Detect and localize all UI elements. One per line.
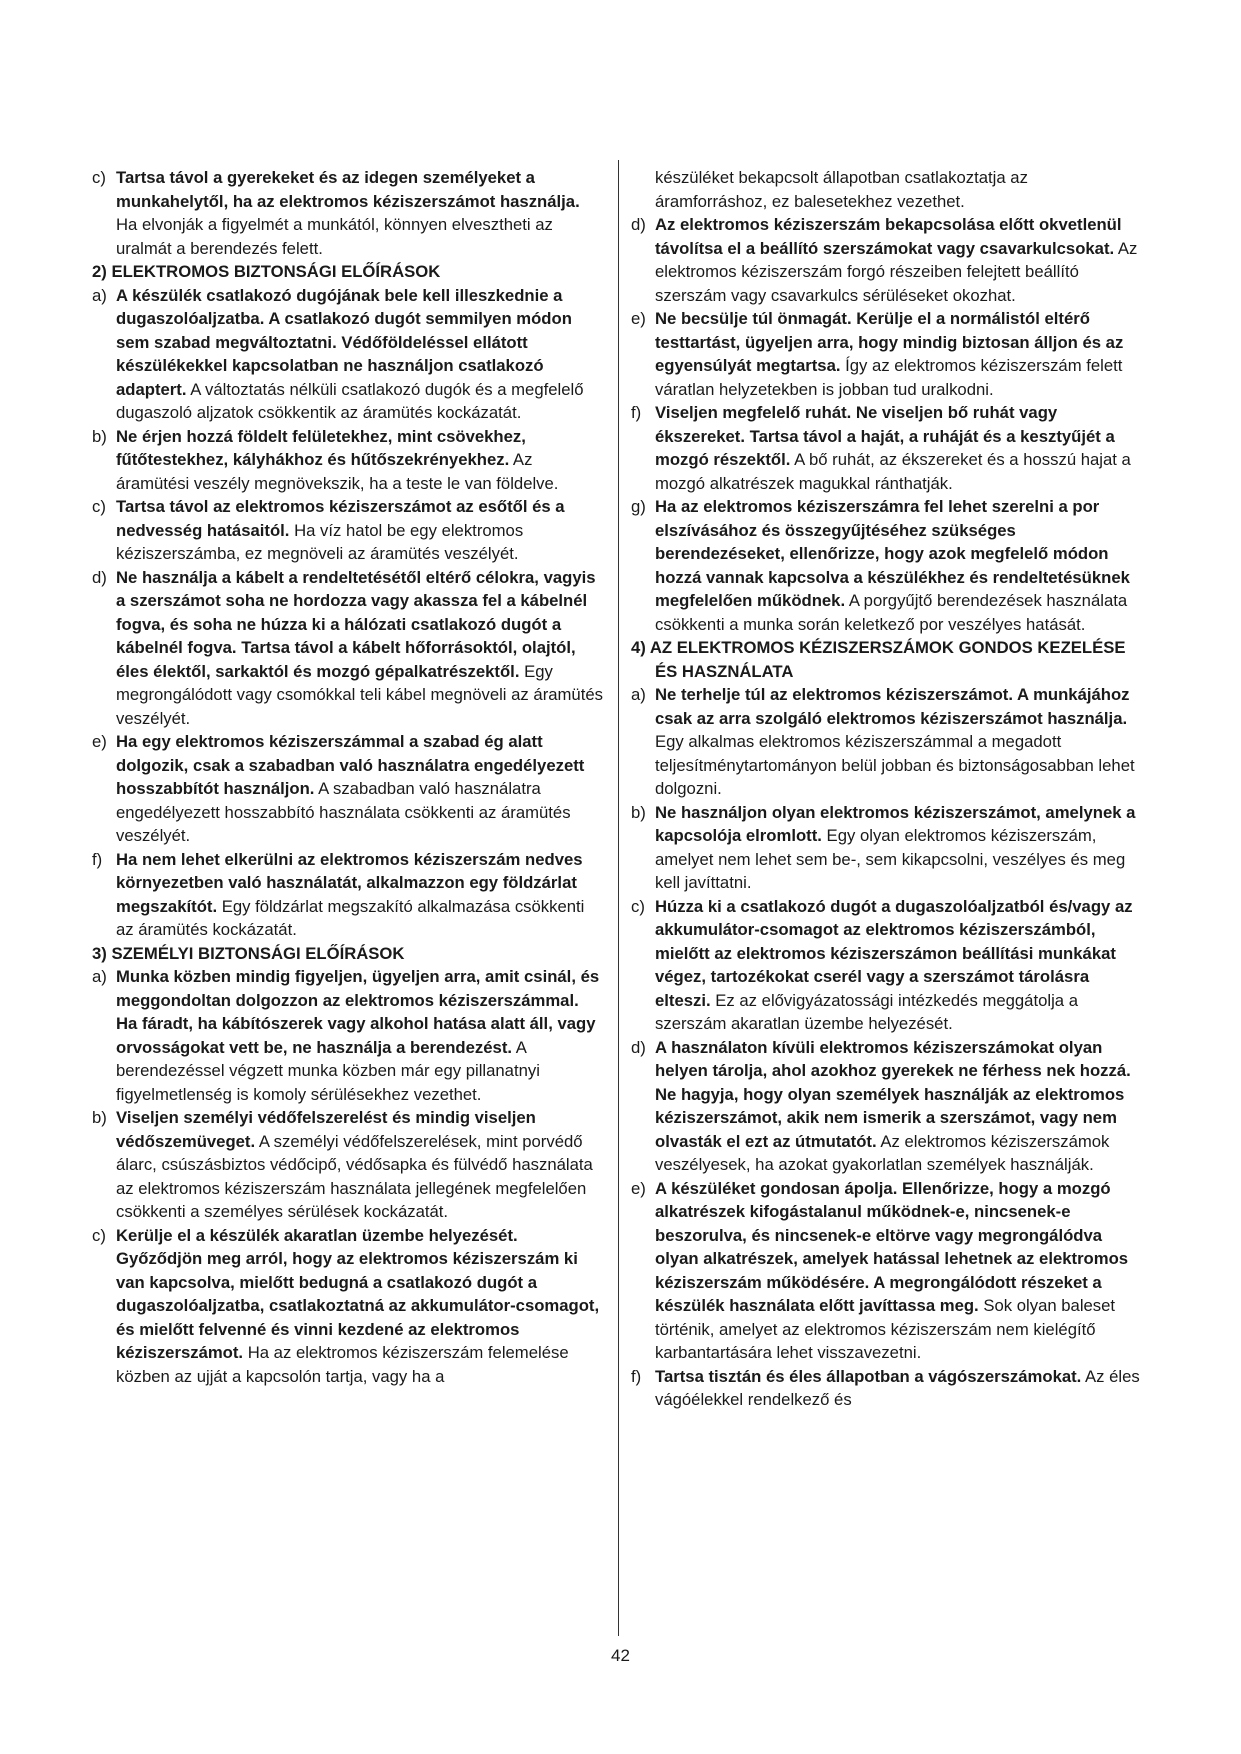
item-electrical-d: d) Ne használja a kábelt a rendeltetésétől eltérő célokra, vagyis a szerszámot soha ne hordozza vagy akassza fel a kábelnél fogva, és soha ne húzza ki a hálózati csatlakozó dugót a kábelnél fogva. Tartsa távol a kábelt hőforrásoktól, olajtól, éles élektől, sarkaktól és mozgó gépalkatrészektől. Egy megrongálódott vagy csomókkal teli kábel megnöveli az áramütés veszélyét. [92,567,603,728]
item-electrical-c: c) Tartsa távol az elektromos kéziszerszámot az esőtől és a nedvesség hatásaitól. Ha víz hatol be egy elektromos kéziszerszámba, ez megnöveli az áramütés veszélyét. [92,497,565,563]
item-personal-e: e) Ne becsülje túl önmagát. Kerülje el a normálistól eltérő testtartást, ügyeljen arra, hogy mindig biztosan álljon és az egyensúlyát megtartsa. Így az elektromos kéziszerszám felett váratlan helyzetekben is jobban tud uralkodni. [631,309,1124,399]
item-personal-d: d) Az elektromos kéziszerszám bekapcsolása előtt okvetlenül távolítsa el a beállító szerszámokat vagy csavarkulcsokat. Az elektromos kéziszerszám forgó részeiben felejtett beállító szerszám vagy csavarkulcs sérüléseket okozhat. [631,215,1138,305]
item-electrical-b: b) Ne érjen hozzá földelt felületekhez, mint csövekhez, fűtőtestekhez, kályhákhoz és hűtőszekrényekhez. Az áramütési veszély megnövekszik, ha a teste le van földelve. [92,426,559,493]
item-care-f: f) Tartsa tisztán és éles állapotban a vágószerszámokat. Az éles vágóélekkel rendelkező és [631,1366,1140,1409]
right-column [631,166,1143,1412]
column-divider [618,160,619,1636]
item-electrical-a: a) A készülék csatlakozó dugójának bele kell illeszkednie a dugaszolóaljzatba. A csatlakozó dugót semmilyen módon sem szabad megváltoztatni. Védőföldeléssel ellátott készülékekkel kapcsolatban ne használjon csatlakozó adaptert. A változtatás nélküli csatlakozó dugók és a megfelelő dugaszoló aljzatok csökkentik az áramütés kockázatát. [92,285,584,422]
continued-text: készüléket bekapcsolt állapotban csatlakoztatja az áramforráshoz, ez balesetekhez vezethet. [655,168,1028,211]
item-care-c: c) Húzza ki a csatlakozó dugót a dugaszolóaljzatból és/vagy az akkumulátor-csomagot az elektromos kéziszerszámból, mielőtt az elektromos kéziszerszámon beállítási munkákat végez, tartozékokat cserél vagy a szerszámot tárolásra elteszi. Ez az elővigyázatossági intézkedés meggátolja a szerszám akaratlan üzembe helyezését. [631,896,1133,1033]
item-personal-b: b) Viseljen személyi védőfelszerelést és mindig viseljen védőszemüveget. A személyi védőfelszerelések, mint porvédő álarc, csúszásbiztos védőcipő, védősapka és fülvédő használata az elektromos kéziszerszám használata jellegének megfelelően csökkenti a személyes sérülések kockázatát. [92,1108,593,1221]
page-number: 42 [611,1646,630,1665]
item-care-a: a) Ne terhelje túl az elektromos kéziszerszámot. A munkájához csak az arra szolgáló elektromos kéziszerszámot használja. Egy alkalmas elektromos kéziszerszámmal a megadott teljesítménytartományon belül jobban és biztonságosabban lehet dolgozni. [631,685,1135,798]
section-heading-electrical: 2) ELEKTROMOS BIZTONSÁGI ELŐÍRÁSOK [92,262,441,281]
item-electrical-e: e) Ha egy elektromos kéziszerszámmal a szabad ég alatt dolgozik, csak a szabadban való használatra engedélyezett hosszabbítót használjon. A szabadban való használatra engedélyezett hosszabbító használata csökkenti az áramütés veszélyét. [92,732,585,845]
item-personal-g: g) Ha az elektromos kéziszerszámra fel lehet szerelni a por elszívásához és összegyűjtéséhez szükséges berendezéseket, ellenőrizze, hogy azok megfelelő módon hozzá vannak kapcsolva a készülékhez és rendeltetésüknek megfelelően működnek. A porgyűjtő berendezések használata csökkenti a munka során keletkező por veszélyes hatását. [631,497,1130,634]
item-general-c: c) Tartsa távol a gyerekeket és az idegen személyeket a munkahelytől, ha az elektromos kéziszerszámot használja. Ha elvonják a figyelmét a munkától, könnyen elvesztheti az uralmát a berendezés felett. [92,168,580,258]
item-electrical-f: f) Ha nem lehet elkerülni az elektromos kéziszerszám nedves környezetben való használatát, alkalmazzon egy földzárlat megszakítót. Egy földzárlat megszakító alkalmazása csökkenti az áramütés kockázatát. [92,849,585,939]
item-personal-c: c) Kerülje el a készülék akaratlan üzembe helyezését. Győződjön meg arról, hogy az elektromos kéziszerszám ki van kapcsolva, mielőtt bedugná a csatlakozó dugót a dugaszolóaljzatba, csatlakoztatná az akkumulátor-csomagot, és mielőtt felvenné és vinni kezdené az elektromos kéziszerszámot. Ha az elektromos kéziszerszám felemelése közben az ujját a kapcsolón tartja, vagy ha a [92,1225,600,1386]
section-heading-personal: 3) SZEMÉLYI BIZTONSÁGI ELŐÍRÁSOK [92,943,405,963]
item-care-b: b) Ne használjon olyan elektromos kéziszerszámot, amelynek a kapcsolója elromlott. Egy olyan elektromos kéziszerszám, amelyet nem lehet sem be-, sem kikapcsolni, veszélyes és meg kell javíttatni. [631,802,1136,892]
item-care-e: e) A készüléket gondosan ápolja. Ellenőrizze, hogy a mozgó alkatrészek kifogástalanul működnek-e, nincsenek-e beszorulva, és nincsenek-e eltörve vagy megrongálódva olyan alkatrészek, amelyek hatással lehetnek az elektromos kéziszerszám működésére. A megrongálódott részeket a készülék használata előtt javíttassa meg. Sok olyan baleset történik, amelyet az elektromos kéziszerszám nem kielégítő karbantartására lehet visszavezetni. [631,1178,1129,1362]
item-care-d: d) A használaton kívüli elektromos kéziszerszámokat olyan helyen tárolja, ahol azokhoz gyerekek ne férhess nek hozzá. Ne hagyja, hogy olyan személyek használják az elektromos kéziszerszámot, akik nem ismerik a szerszámot, vagy nem olvasták el ezt az útmutatót. Az elektromos kéziszerszámok veszélyesek, ha azokat gyakorlatlan személyek használják. [631,1037,1131,1174]
section-heading-tool-care: 4) AZ ELEKTROMOS KÉZISZERSZÁMOK GONDOS KEZELÉSE ÉS HASZNÁLATA [631,638,1126,681]
item-personal-a: a) Munka közben mindig figyeljen, ügyeljen arra, amit csinál, és meggondoltan dolgozzon az elektromos kéziszerszámmal. Ha fáradt, ha kábítószerek vagy alkohol hatása alatt áll, vagy orvosságokat vett be, ne használja a berendezést. A berendezéssel végzett munka közben már egy pillanatnyi figyelmetlenség is komoly sérülésekhez vezethet. [92,967,600,1104]
left-column [92,166,604,1388]
item-personal-f: f) Viseljen megfelelő ruhát. Ne viseljen bő ruhát vagy ékszereket. Tartsa távol a haját, a ruháját és a kesztyűjét a mozgó részektől. A bő ruhát, az ékszereket és a hosszú hajat a mozgó alkatrészek magukkal ránthatják. [631,403,1131,493]
